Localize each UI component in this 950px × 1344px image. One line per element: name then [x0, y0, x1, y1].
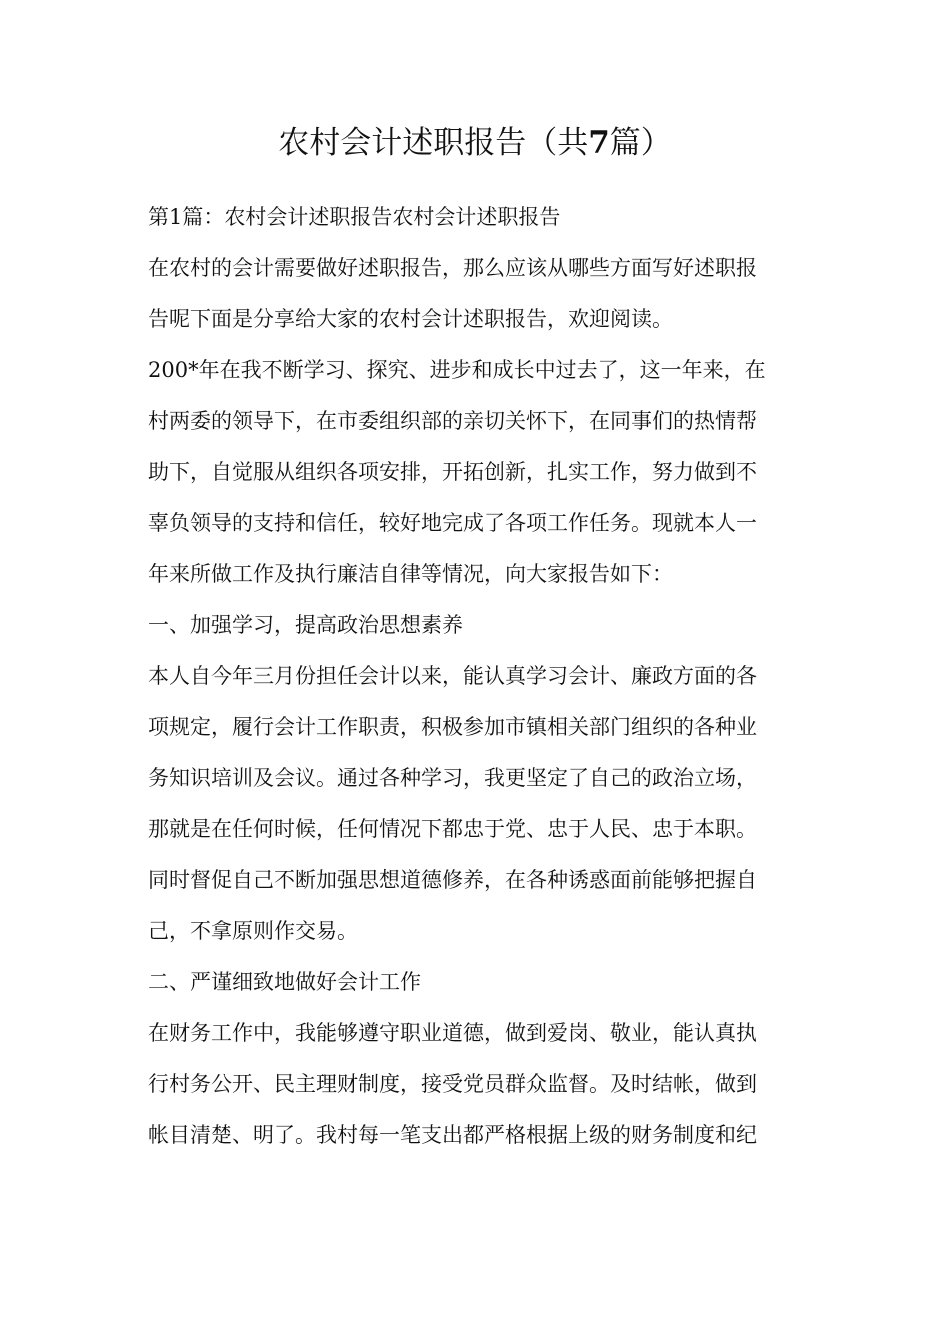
text-line: 年来所做工作及执行廉洁自律等情况，向大家报告如下： [148, 562, 673, 586]
text-line: 200*年在我不断学习、探究、进步和成长中过去了，这一年来，在 [148, 358, 766, 382]
text-line: 己，不拿原则作交易。 [148, 919, 358, 943]
text-line: 告呢下面是分享给大家的农村会计述职报告，欢迎阅读。 [148, 307, 673, 331]
text-line: 本人自今年三月份担任会计以来，能认真学习会计、廉政方面的各 [148, 664, 757, 688]
text-line: 在财务工作中，我能够遵守职业道德，做到爱岗、敬业，能认真执 [148, 1021, 757, 1045]
text-line: 助下，自觉服从组织各项安排，开拓创新，扎实工作，努力做到不 [148, 460, 757, 484]
title-number: 7 [588, 125, 610, 161]
text-line: 帐目清楚、明了。我村每一笔支出都严格根据上级的财务制度和纪 [148, 1123, 757, 1147]
text-line: 辜负领导的支持和信任，较好地完成了各项工作任务。现就本人一 [148, 511, 757, 535]
text-line: 第1篇：农村会计述职报告农村会计述职报告 [148, 205, 561, 229]
section-heading: 一、加强学习，提高政治思想素养 [148, 613, 463, 637]
text-line: 行村务公开、民主理财制度，接受党员群众监督。及时结帐，做到 [148, 1072, 757, 1096]
text-line: 那就是在任何时候，任何情况下都忠于党、忠于人民、忠于本职。 [148, 817, 757, 841]
text-line: 村两委的领导下，在市委组织部的亲切关怀下，在同事们的热情帮 [148, 409, 757, 433]
title-suffix: 篇） [609, 125, 672, 161]
document-title [0, 118, 950, 168]
title-prefix: 农村会计述职报告（共 [278, 125, 589, 161]
text-line: 同时督促自己不断加强思想道德修养，在各种诱惑面前能够把握自 [148, 868, 757, 892]
text-line: 在农村的会计需要做好述职报告，那么应该从哪些方面写好述职报 [148, 256, 757, 280]
text-line: 务知识培训及会议。通过各种学习，我更坚定了自己的政治立场， [148, 766, 757, 790]
text-line: 项规定，履行会计工作职责，积极参加市镇相关部门组织的各种业 [148, 715, 757, 739]
section-heading: 二、严谨细致地做好会计工作 [148, 970, 421, 994]
document-body [148, 192, 798, 1161]
